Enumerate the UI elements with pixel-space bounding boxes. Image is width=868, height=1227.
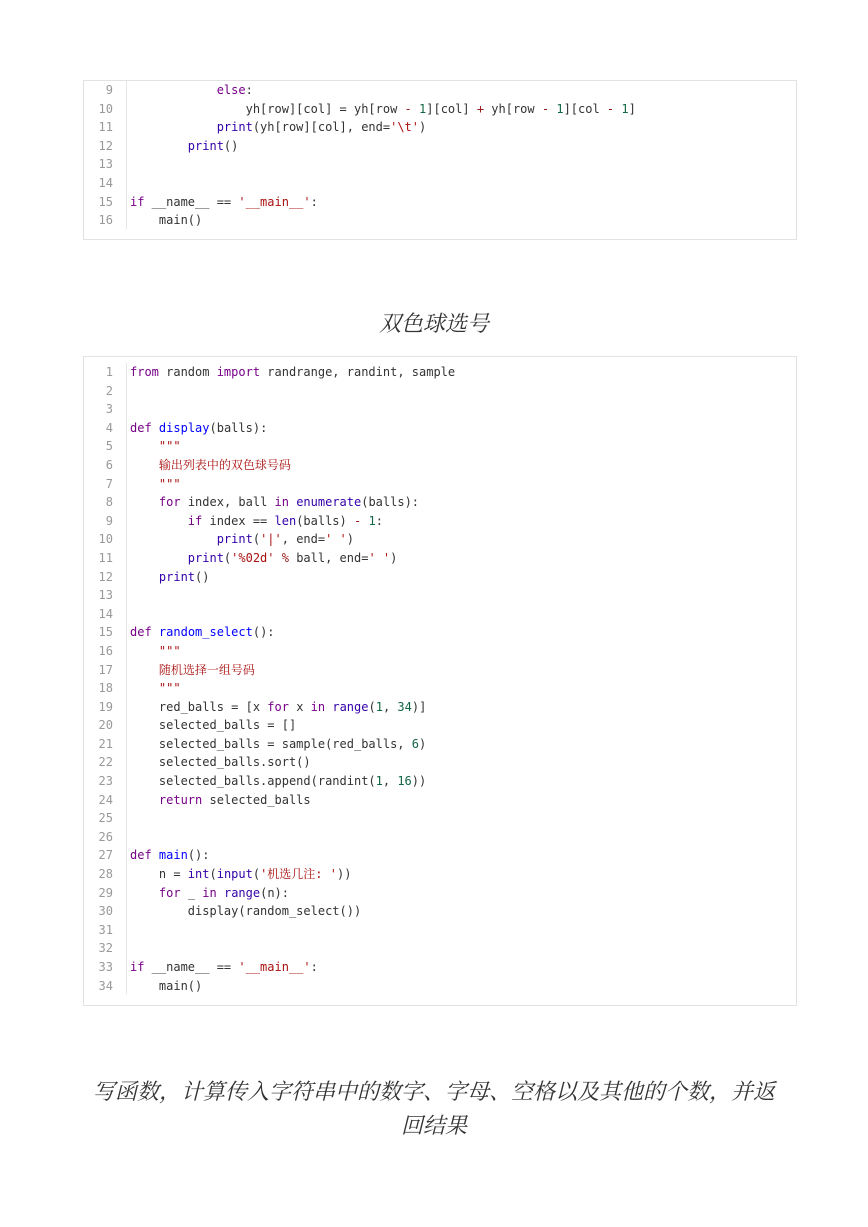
line-number: 15 xyxy=(98,625,113,640)
code-text xyxy=(130,902,796,921)
code-token: import xyxy=(216,365,261,379)
code-token: (balls) xyxy=(296,513,354,528)
code-line xyxy=(84,118,796,137)
code-line xyxy=(84,977,796,996)
code-line xyxy=(84,493,796,512)
code-text xyxy=(130,939,796,958)
code-line xyxy=(84,791,796,810)
line-number: 15 xyxy=(98,194,113,209)
line-number: 1 xyxy=(105,365,113,379)
line-number: 32 xyxy=(98,941,113,956)
code-text xyxy=(130,174,796,193)
code-token: """ xyxy=(158,439,181,454)
code-token: print xyxy=(187,138,224,153)
code-line xyxy=(84,456,796,475)
line-number: 14 xyxy=(98,175,113,190)
line-number: 16 xyxy=(98,213,113,228)
code-token xyxy=(130,663,159,677)
code-token xyxy=(130,120,217,134)
code-token: , xyxy=(382,699,398,714)
code-token: random_select xyxy=(158,625,253,640)
line-number: 25 xyxy=(98,811,113,826)
line-number: 24 xyxy=(98,792,113,807)
code-text xyxy=(130,642,796,661)
code-line xyxy=(84,958,796,977)
line-number: 14 xyxy=(98,606,113,621)
code-token: main xyxy=(158,848,188,863)
code-token xyxy=(152,848,159,862)
code-line xyxy=(84,586,796,605)
code-line xyxy=(84,211,796,230)
code-line xyxy=(84,137,796,156)
code-token: ) xyxy=(346,532,355,547)
code-token: enumerate xyxy=(296,495,362,510)
code-token xyxy=(152,421,159,435)
code-token: in xyxy=(310,699,326,714)
code-text xyxy=(130,100,796,119)
line-number: 27 xyxy=(98,848,113,863)
code-token: : xyxy=(310,960,318,974)
code-token: - xyxy=(541,101,550,116)
line-number: 8 xyxy=(105,495,113,510)
code-text xyxy=(130,475,796,494)
code-token: red_balls = [x xyxy=(130,699,268,714)
line-number: 28 xyxy=(98,867,113,882)
line-number: 4 xyxy=(105,420,113,435)
code-text xyxy=(130,363,796,382)
code-token: ' ' xyxy=(368,550,391,565)
code-token: return xyxy=(158,792,203,807)
code-token: 1 xyxy=(419,101,427,116)
code-token: ) xyxy=(419,736,427,751)
heading-line-2: 回结果 xyxy=(400,1114,467,1139)
code-token: x xyxy=(288,699,311,714)
code-token: 输出列表中的双色球号码 xyxy=(158,457,291,472)
code-token: index, ball xyxy=(180,495,275,510)
code-token: 1 xyxy=(621,101,629,116)
line-number: 19 xyxy=(98,699,113,714)
code-token: ][col xyxy=(563,101,607,116)
code-token: print xyxy=(187,550,224,565)
code-line xyxy=(84,902,796,921)
code-token xyxy=(130,439,159,453)
code-token: ] xyxy=(628,101,636,116)
code-token: _ xyxy=(180,885,203,900)
code-line xyxy=(84,846,796,865)
code-line xyxy=(84,809,796,828)
code-line xyxy=(84,884,796,903)
code-line xyxy=(84,605,796,624)
line-number: 13 xyxy=(98,157,113,172)
code-line xyxy=(84,921,796,940)
code-token: ' ' xyxy=(325,532,347,547)
code-text xyxy=(130,568,796,587)
code-token: if xyxy=(187,513,203,528)
code-token: (balls): xyxy=(361,495,420,510)
code-token: selected_balls = [] xyxy=(130,718,297,733)
code-token: main() xyxy=(130,213,203,228)
code-token: ( xyxy=(252,532,261,547)
code-text xyxy=(130,884,796,903)
line-number: 7 xyxy=(105,476,113,491)
code-line xyxy=(84,155,796,174)
code-token: selected_balls = sample(red_balls, xyxy=(130,736,412,751)
code-line xyxy=(84,865,796,884)
code-token: randrange, randint, sample xyxy=(260,365,456,379)
code-token: main() xyxy=(130,978,203,993)
code-token: in xyxy=(274,495,289,510)
code-token: """ xyxy=(158,476,181,491)
code-text xyxy=(130,211,796,230)
code-token: )) xyxy=(411,774,427,789)
line-number: 17 xyxy=(98,662,113,677)
line-number: 29 xyxy=(98,885,113,900)
code-token: print xyxy=(158,569,196,584)
code-token: def xyxy=(130,625,152,640)
code-line xyxy=(84,679,796,698)
code-token: ) xyxy=(419,120,427,135)
code-token: 随机选择一组号码 xyxy=(158,662,255,677)
code-token: selected_balls xyxy=(202,792,311,807)
code-line xyxy=(84,81,796,100)
code-token: '\t' xyxy=(390,120,420,135)
code-token: , end= xyxy=(281,532,326,547)
code-line xyxy=(84,193,796,212)
code-token xyxy=(130,886,159,900)
code-text xyxy=(130,735,796,754)
code-token xyxy=(130,570,159,584)
gutter-divider xyxy=(126,363,127,994)
code-text xyxy=(130,549,796,568)
code-token xyxy=(152,625,159,639)
code-line xyxy=(84,828,796,847)
code-text xyxy=(130,118,796,137)
code-token: for xyxy=(158,495,181,510)
code-token: '__main__' xyxy=(238,194,311,209)
code-block-pascal-triangle xyxy=(83,80,797,240)
code-token: )] xyxy=(411,699,427,714)
code-line xyxy=(84,772,796,791)
code-text xyxy=(130,419,796,438)
code-token: (balls): xyxy=(209,420,268,435)
code-text xyxy=(130,977,796,996)
line-number: 10 xyxy=(98,101,113,116)
code-text xyxy=(130,137,796,156)
code-token: - xyxy=(606,101,615,116)
line-number: 22 xyxy=(98,755,113,770)
code-token xyxy=(130,458,159,472)
line-number: 23 xyxy=(98,774,113,789)
gutter-divider xyxy=(126,81,127,229)
code-token xyxy=(130,83,217,97)
code-token: ( xyxy=(223,550,232,565)
code-text xyxy=(130,530,796,549)
line-number: 18 xyxy=(98,681,113,696)
line-number: 3 xyxy=(105,402,113,417)
code-token xyxy=(217,886,224,900)
code-text xyxy=(130,772,796,791)
code-token: 1 xyxy=(375,774,383,789)
code-token: % xyxy=(281,550,289,565)
code-token: yh[row][col] = yh[row xyxy=(130,101,405,116)
code-line xyxy=(84,661,796,680)
code-text xyxy=(130,679,796,698)
code-text xyxy=(130,716,796,735)
line-number: 12 xyxy=(98,138,113,153)
section-heading-count-characters xyxy=(0,1076,868,1144)
code-token xyxy=(130,793,159,807)
code-token xyxy=(130,681,159,695)
code-text xyxy=(130,753,796,772)
code-token xyxy=(130,644,159,658)
line-number: 11 xyxy=(98,550,113,565)
code-token xyxy=(130,139,188,153)
code-text xyxy=(130,155,796,174)
line-number: 12 xyxy=(98,569,113,584)
code-block-double-color-ball xyxy=(83,356,797,1006)
code-token: else xyxy=(216,83,246,97)
code-line xyxy=(84,716,796,735)
code-token xyxy=(412,102,419,116)
code-text xyxy=(130,698,796,717)
code-text xyxy=(130,586,796,605)
line-number: 2 xyxy=(105,383,113,398)
code-token: : xyxy=(245,83,253,97)
code-token xyxy=(130,532,217,546)
code-token: from xyxy=(130,365,159,379)
code-line xyxy=(84,735,796,754)
code-token: __name__ == xyxy=(144,960,239,974)
code-token: display xyxy=(158,420,210,435)
line-number: 13 xyxy=(98,588,113,603)
line-number: 30 xyxy=(98,904,113,919)
code-line xyxy=(84,568,796,587)
code-token: input xyxy=(216,867,253,882)
code-token: range xyxy=(332,699,369,714)
code-line xyxy=(84,475,796,494)
code-token: (n): xyxy=(260,885,289,900)
line-number: 21 xyxy=(98,736,113,751)
code-token: 1 xyxy=(375,699,383,714)
code-text xyxy=(130,437,796,456)
code-text xyxy=(130,921,796,940)
code-token: int xyxy=(187,867,210,882)
code-text xyxy=(130,809,796,828)
code-token: len xyxy=(274,513,297,528)
code-line xyxy=(84,642,796,661)
line-number: 34 xyxy=(98,978,113,993)
code-line xyxy=(84,753,796,772)
code-token: (): xyxy=(187,848,210,863)
code-token: - xyxy=(353,513,362,528)
heading-line-1: 写函数，计算传入字符串中的数字、字母、空格以及其他的个数，并返 xyxy=(92,1080,775,1105)
line-number: 33 xyxy=(98,960,113,974)
code-text xyxy=(130,605,796,624)
code-text xyxy=(130,865,796,884)
code-text xyxy=(130,81,796,100)
code-token xyxy=(130,551,188,565)
code-token: 16 xyxy=(397,774,412,789)
code-text xyxy=(130,400,796,419)
code-token: selected_balls.append(randint( xyxy=(130,774,376,789)
code-token xyxy=(130,477,159,491)
code-token: + xyxy=(476,101,485,116)
code-token: range xyxy=(223,885,261,900)
line-number: 20 xyxy=(98,718,113,733)
code-token: print xyxy=(216,120,253,135)
code-token: for xyxy=(267,699,289,714)
code-text xyxy=(130,846,796,865)
code-line xyxy=(84,363,796,382)
code-content xyxy=(84,357,796,1000)
line-number: 16 xyxy=(98,643,113,658)
code-token: random xyxy=(158,365,217,379)
code-line xyxy=(84,174,796,193)
code-token: '__main__' xyxy=(238,960,311,974)
line-number: 31 xyxy=(98,922,113,937)
line-number: 11 xyxy=(98,120,113,135)
code-token: '%02d' xyxy=(231,550,275,565)
code-line xyxy=(84,100,796,119)
code-token: : xyxy=(310,194,318,209)
code-token: """ xyxy=(158,643,181,658)
code-token: '|' xyxy=(260,532,282,547)
code-token: if xyxy=(130,194,145,209)
code-token: - xyxy=(404,101,412,116)
code-token: """ xyxy=(158,681,181,696)
code-token: print xyxy=(216,532,253,547)
code-text xyxy=(130,791,796,810)
code-text xyxy=(130,828,796,847)
code-token: () xyxy=(195,569,210,584)
code-token: def xyxy=(130,420,152,435)
code-token xyxy=(275,551,282,565)
line-number: 6 xyxy=(105,457,113,472)
code-token: ][col] xyxy=(426,101,477,116)
section-heading-double-color-ball: 双色球选号 xyxy=(378,312,489,337)
code-token: index == xyxy=(202,513,275,528)
line-number: 26 xyxy=(98,829,113,844)
code-token: , xyxy=(382,774,398,789)
code-text xyxy=(130,512,796,531)
code-line xyxy=(84,400,796,419)
code-token: : xyxy=(375,513,383,528)
code-token: ball, end= xyxy=(288,550,369,565)
line-number: 10 xyxy=(98,532,113,547)
line-number: 5 xyxy=(105,439,113,454)
code-text xyxy=(130,623,796,642)
code-text xyxy=(130,193,796,212)
code-token: ( xyxy=(368,699,376,714)
code-line xyxy=(84,530,796,549)
code-token xyxy=(130,495,159,509)
code-token: 6 xyxy=(411,736,419,751)
code-token: ( xyxy=(252,867,261,882)
code-text xyxy=(130,958,796,977)
code-line xyxy=(84,549,796,568)
code-token: selected_balls.sort() xyxy=(130,755,311,770)
code-token: def xyxy=(130,848,152,863)
code-line xyxy=(84,382,796,401)
code-content xyxy=(84,81,796,235)
code-text xyxy=(130,382,796,401)
code-token: if xyxy=(130,960,145,974)
line-number: 9 xyxy=(105,513,113,528)
code-token: __name__ == xyxy=(144,194,239,209)
code-token: 34 xyxy=(397,699,412,714)
code-token: (yh[row][col], end= xyxy=(252,120,391,135)
code-token: in xyxy=(202,885,217,900)
code-token: ( xyxy=(209,867,217,882)
code-line xyxy=(84,939,796,958)
code-token: () xyxy=(223,138,239,153)
code-token: for xyxy=(158,885,181,900)
code-line xyxy=(84,512,796,531)
code-token: 1 xyxy=(368,513,376,528)
code-token xyxy=(130,514,188,528)
code-text xyxy=(130,661,796,680)
code-text xyxy=(130,493,796,512)
code-token: n = xyxy=(130,867,188,882)
line-number: 9 xyxy=(105,83,113,97)
code-token: )) xyxy=(336,867,352,882)
code-token: yh[row xyxy=(484,101,542,116)
code-token: ) xyxy=(390,550,398,565)
code-line xyxy=(84,698,796,717)
code-token: 1 xyxy=(556,101,564,116)
code-line xyxy=(84,437,796,456)
code-line xyxy=(84,623,796,642)
code-text xyxy=(130,456,796,475)
code-token: (): xyxy=(252,625,275,640)
code-token: '机选几注: ' xyxy=(260,867,337,882)
code-token: display(random_select()) xyxy=(130,904,362,919)
code-line xyxy=(84,419,796,438)
